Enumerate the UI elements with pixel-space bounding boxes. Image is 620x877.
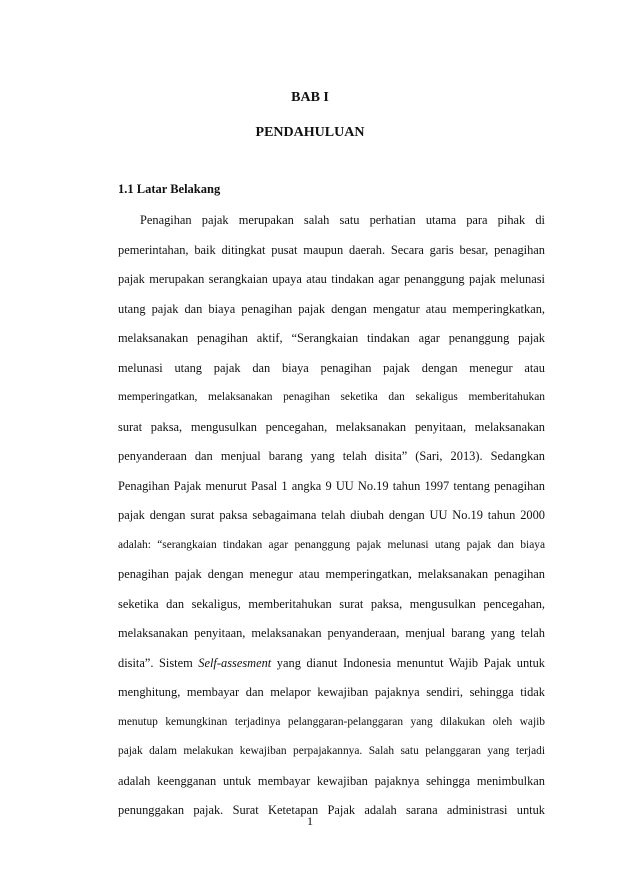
paragraph-line: utang pajak dan biaya penagihan pajak dengan mengatur atau memperingkatkan, bbox=[118, 302, 545, 316]
italic-term: Self-assesment bbox=[198, 656, 272, 670]
chapter-title: PENDAHULUAN bbox=[255, 125, 365, 140]
paragraph-line: pajak dengan surat paksa sebagaimana telah diubah dengan UU No.19 tahun 2000 bbox=[118, 508, 545, 522]
paragraph-line: menutup kemungkinan terjadinya pelanggaran-pelanggaran yang dilakukan oleh wajib bbox=[118, 716, 545, 728]
paragraph-line: seketika dan sekaligus, memberitahukan surat paksa, mengusulkan pencegahan, bbox=[118, 597, 545, 611]
paragraph-line: penyanderaan dan menjual barang yang telah disita” (Sari, 2013). Sedangkan bbox=[118, 449, 545, 463]
paragraph-line: surat paksa, mengusulkan pencegahan, melaksanakan penyitaan, melaksanakan bbox=[118, 420, 545, 434]
paragraph-line: melaksanakan penyitaan, melaksanakan penyanderaan, menjual barang yang telah bbox=[118, 626, 545, 640]
paragraph-line: pajak merupakan serangkaian upaya atau tindakan agar penanggung pajak melunasi bbox=[118, 272, 545, 286]
paragraph-line: Penagihan pajak merupakan salah satu perhatian utama para pihak di bbox=[140, 213, 545, 227]
paragraph-line: menghitung, membayar dan melapor kewajiban pajaknya sendiri, sehingga tidak bbox=[118, 685, 545, 699]
section-heading: 1.1 Latar Belakang bbox=[118, 182, 221, 196]
paragraph-line: melaksanakan penagihan aktif, “Serangkaian tindakan agar penanggung pajak bbox=[118, 331, 545, 345]
paragraph-line: penagihan pajak dengan menegur atau memperingatkan, melaksanakan penagihan bbox=[118, 567, 545, 581]
paragraph-line: pajak dalam melakukan kewajiban perpajakannya. Salah satu pelanggaran yang terjadi bbox=[118, 745, 545, 757]
paragraph-line: pemerintahan, baik ditingkat pusat maupun daerah. Secara garis besar, penagihan bbox=[118, 243, 545, 257]
paragraph-line: melunasi utang pajak dan biaya penagihan pajak dengan menegur atau bbox=[118, 361, 545, 375]
text-before: disita”. Sistem bbox=[118, 656, 199, 670]
chapter-label: BAB I bbox=[291, 90, 329, 105]
paragraph-line: adalah keengganan untuk membayar kewajiban pajaknya sehingga menimbulkan bbox=[118, 774, 545, 788]
paragraph-line: penunggakan pajak. Surat Ketetapan Pajak adalah sarana administrasi untuk bbox=[118, 803, 545, 817]
text-after: yang dianut Indonesia menuntut Wajib Pajak untuk bbox=[271, 656, 545, 670]
paragraph-line: Penagihan Pajak menurut Pasal 1 angka 9 UU No.19 tahun 1997 tentang penagihan bbox=[118, 479, 545, 493]
page-number: 1 bbox=[307, 814, 313, 828]
paragraph-line: adalah: “serangkaian tindakan agar penanggung pajak melunasi utang pajak dan biaya bbox=[118, 539, 545, 551]
paragraph-line-italic-term bbox=[118, 655, 545, 671]
paragraph-line: memperingatkan, melaksanakan penagihan seketika dan sekaligus memberitahukan bbox=[118, 391, 545, 403]
